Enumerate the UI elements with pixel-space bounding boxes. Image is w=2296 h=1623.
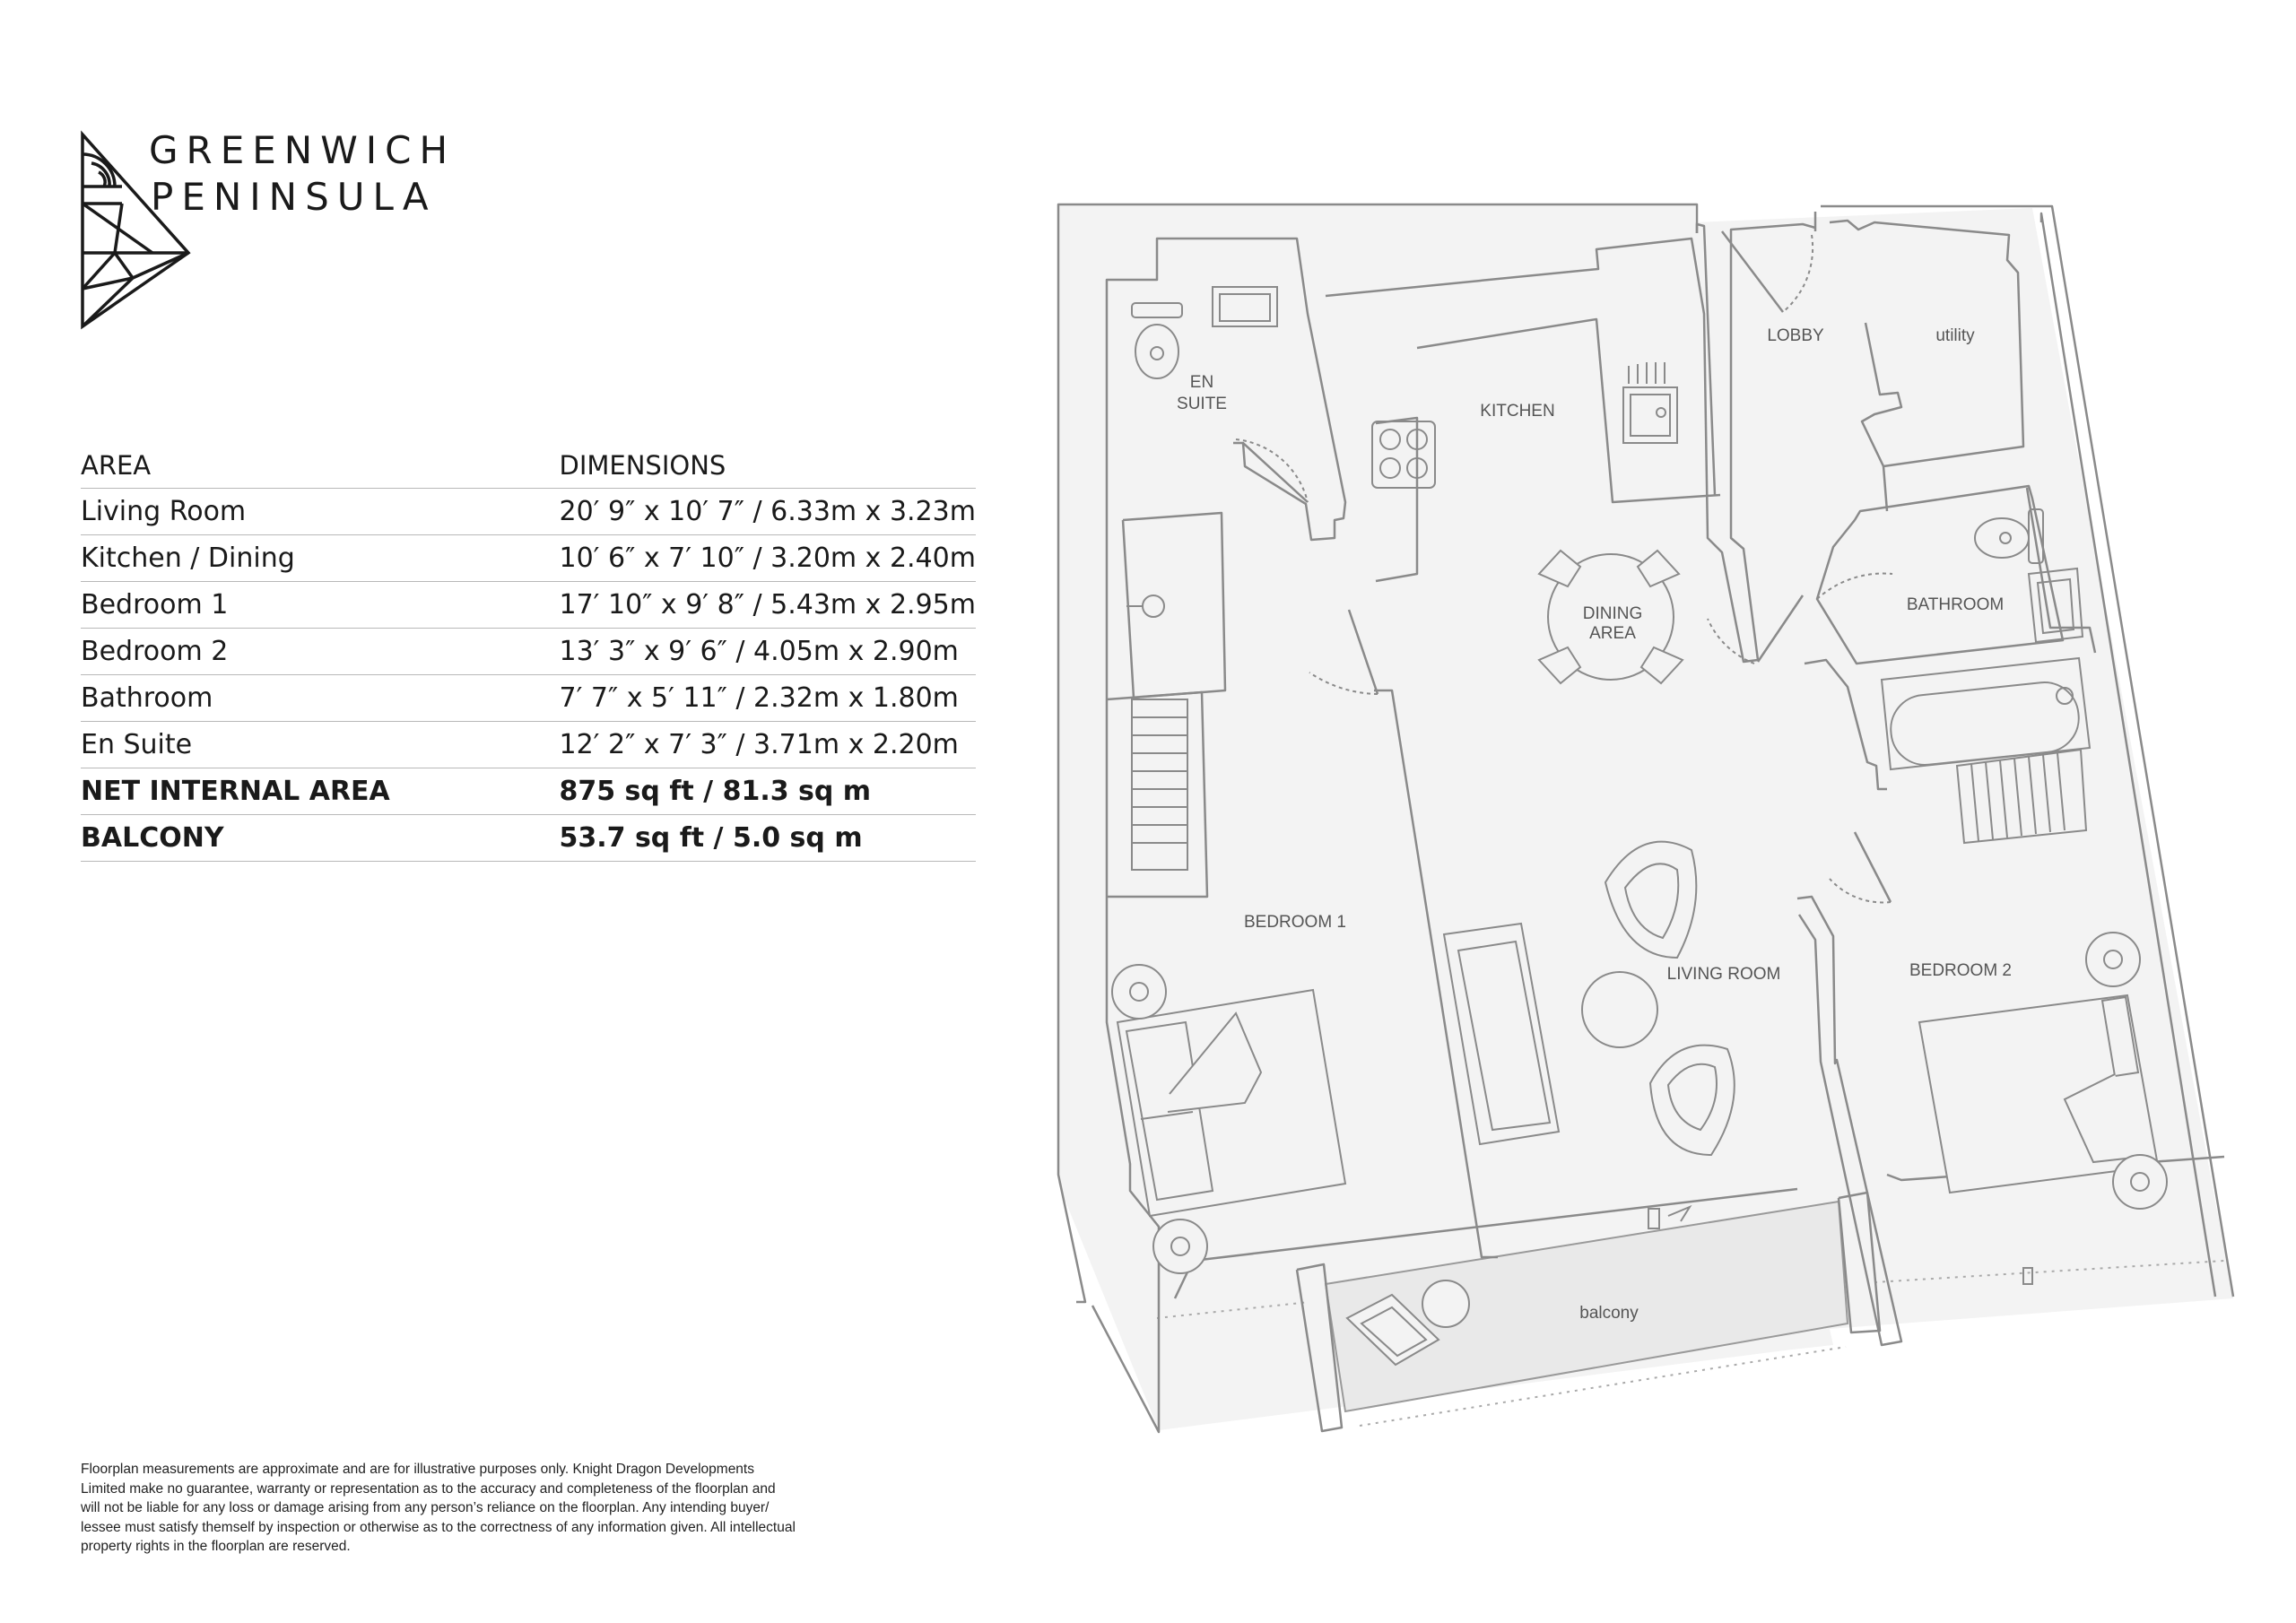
area-dimensions: 20′ 9″ x 10′ 7″ / 6.33m x 3.23m (559, 489, 976, 535)
area-name: Kitchen / Dining (81, 535, 559, 582)
bed-bedroom1 (1118, 990, 1345, 1216)
label-en-suite-1: EN (1189, 373, 1214, 392)
area-name: Bathroom (81, 675, 559, 722)
label-living-room: LIVING ROOM (1666, 965, 1781, 984)
area-dimensions: 12′ 2″ x 7′ 3″ / 3.71m x 2.20m (559, 722, 976, 768)
area-dimensions: 13′ 3″ x 9′ 6″ / 4.05m x 2.90m (559, 629, 976, 675)
area-dimensions: 17′ 10″ x 9′ 8″ / 5.43m x 2.95m (559, 582, 976, 629)
area-name: En Suite (81, 722, 559, 768)
disclaimer-line: Limited make no guarantee, warranty or representation as to the accuracy and completeness of the floorplan and (81, 1480, 776, 1497)
dimensions-column-header: DIMENSIONS (559, 442, 976, 489)
area-name: Living Room (81, 489, 559, 535)
label-bedroom2: BEDROOM 2 (1909, 961, 2013, 980)
label-bedroom1: BEDROOM 1 (1243, 913, 1347, 932)
area-name: NET INTERNAL AREA (81, 768, 559, 815)
disclaimer-line: will not be liable for any loss or damage arising from any person’s reliance on the floorplan. Any intending buyer/ (81, 1500, 770, 1515)
disclaimer-line: lessee must satisfy themself by inspection or otherwise as to the correctness of any information given. All intellectual (81, 1519, 796, 1535)
brand-name-line1: GREENWICH (149, 128, 457, 172)
coffee-table (1582, 972, 1657, 1047)
label-bathroom: BATHROOM (1906, 595, 2005, 614)
label-en-suite-2: SUITE (1177, 395, 1227, 413)
disclaimer (81, 1460, 906, 1557)
area-column-header: AREA (81, 442, 559, 489)
label-dining-2: AREA (1589, 624, 1636, 643)
area-dimensions: 53.7 sq ft / 5.0 sq m (559, 815, 976, 862)
area-dimensions: 875 sq ft / 81.3 sq m (559, 768, 976, 815)
area-name: BALCONY (81, 815, 559, 862)
area-dimensions: 7′ 7″ x 5′ 11″ / 2.32m x 1.80m (559, 675, 976, 722)
label-utility: utility (1935, 326, 1975, 345)
brand-name-line2: PENINSULA (151, 175, 437, 219)
label-dining-1: DINING (1582, 604, 1643, 623)
disclaimer-line: property rights in the floorplan are reserved. (81, 1539, 351, 1554)
label-kitchen: KITCHEN (1480, 402, 1555, 421)
area-dimensions: 10′ 6″ x 7′ 10″ / 3.20m x 2.40m (559, 535, 976, 582)
area-name: Bedroom 1 (81, 582, 559, 629)
area-name: Bedroom 2 (81, 629, 559, 675)
label-lobby: LOBBY (1767, 326, 1824, 345)
label-balcony: balcony (1579, 1304, 1639, 1323)
disclaimer-line: Floorplan measurements are approximate and are for illustrative purposes only. Knight Dragon Developments (81, 1462, 754, 1477)
